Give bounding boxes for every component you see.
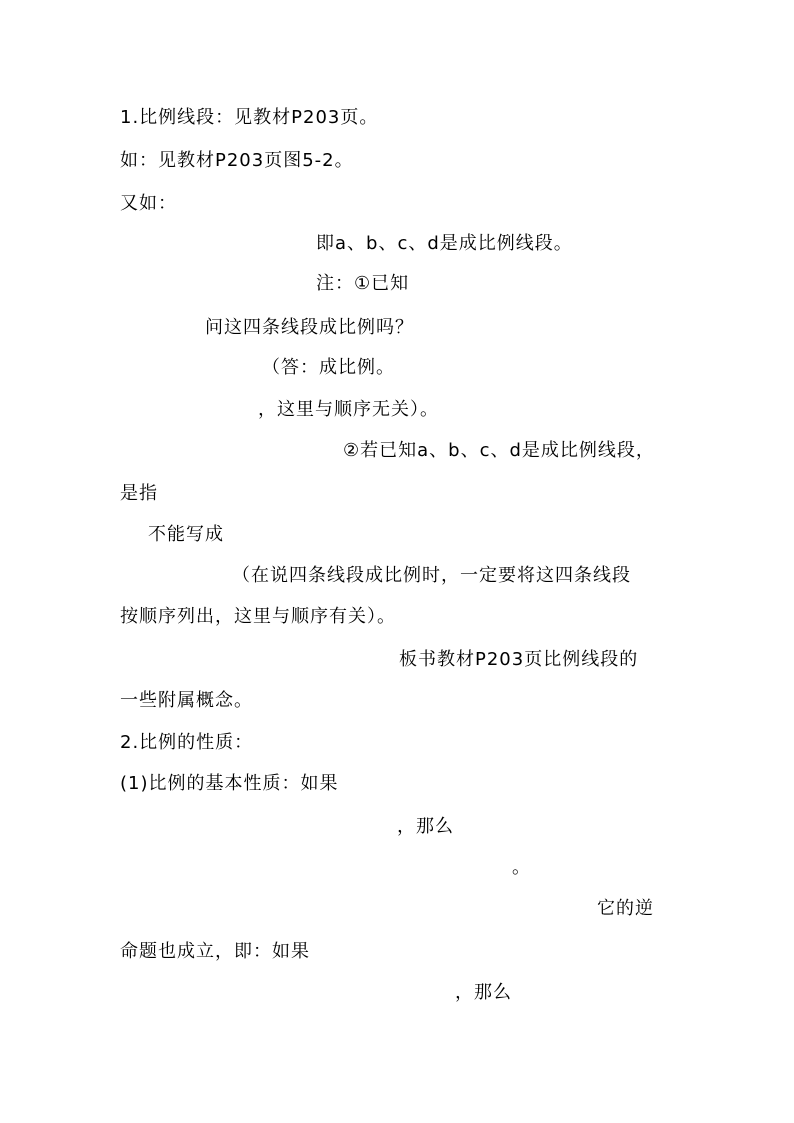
text-line: 即a、b、c、d是成比例线段。 bbox=[316, 233, 573, 254]
section-heading-proportional-segments: 1.比例线段：见教材P203页。 bbox=[120, 107, 379, 128]
example-line: 又如： bbox=[120, 193, 177, 214]
text-line: 不能写成 bbox=[148, 524, 224, 545]
text-line: （在说四条线段成比例时，一定要将这四条线段 bbox=[232, 565, 631, 586]
answer-line: （答：成比例。 bbox=[262, 357, 395, 378]
text-line: 一些附属概念。 bbox=[120, 690, 253, 711]
text-line: 。 bbox=[512, 857, 531, 878]
example-line: 如：见教材P203页图5-2。 bbox=[120, 150, 354, 171]
text-line: 命题也成立，即：如果 bbox=[120, 941, 310, 962]
text-line: 板书教材P203页比例线段的 bbox=[399, 649, 639, 670]
note-line: 注：①已知 bbox=[316, 273, 410, 294]
text-line: 它的逆 bbox=[597, 898, 654, 919]
note-line: ②若已知a、b、c、d是成比例线段， bbox=[343, 440, 655, 461]
text-line: 按顺序列出，这里与顺序有关）。 bbox=[120, 606, 396, 627]
text-line: ，那么 bbox=[397, 816, 454, 837]
text-line: ，那么 bbox=[455, 982, 512, 1003]
answer-line: ，这里与顺序无关）。 bbox=[258, 399, 439, 420]
text-line: 是指 bbox=[120, 483, 158, 504]
text-line: (1)比例的基本性质：如果 bbox=[120, 773, 339, 794]
section-heading-proportion-properties: 2.比例的性质： bbox=[120, 732, 254, 753]
question-line: 问这四条线段成比例吗？ bbox=[205, 317, 414, 338]
